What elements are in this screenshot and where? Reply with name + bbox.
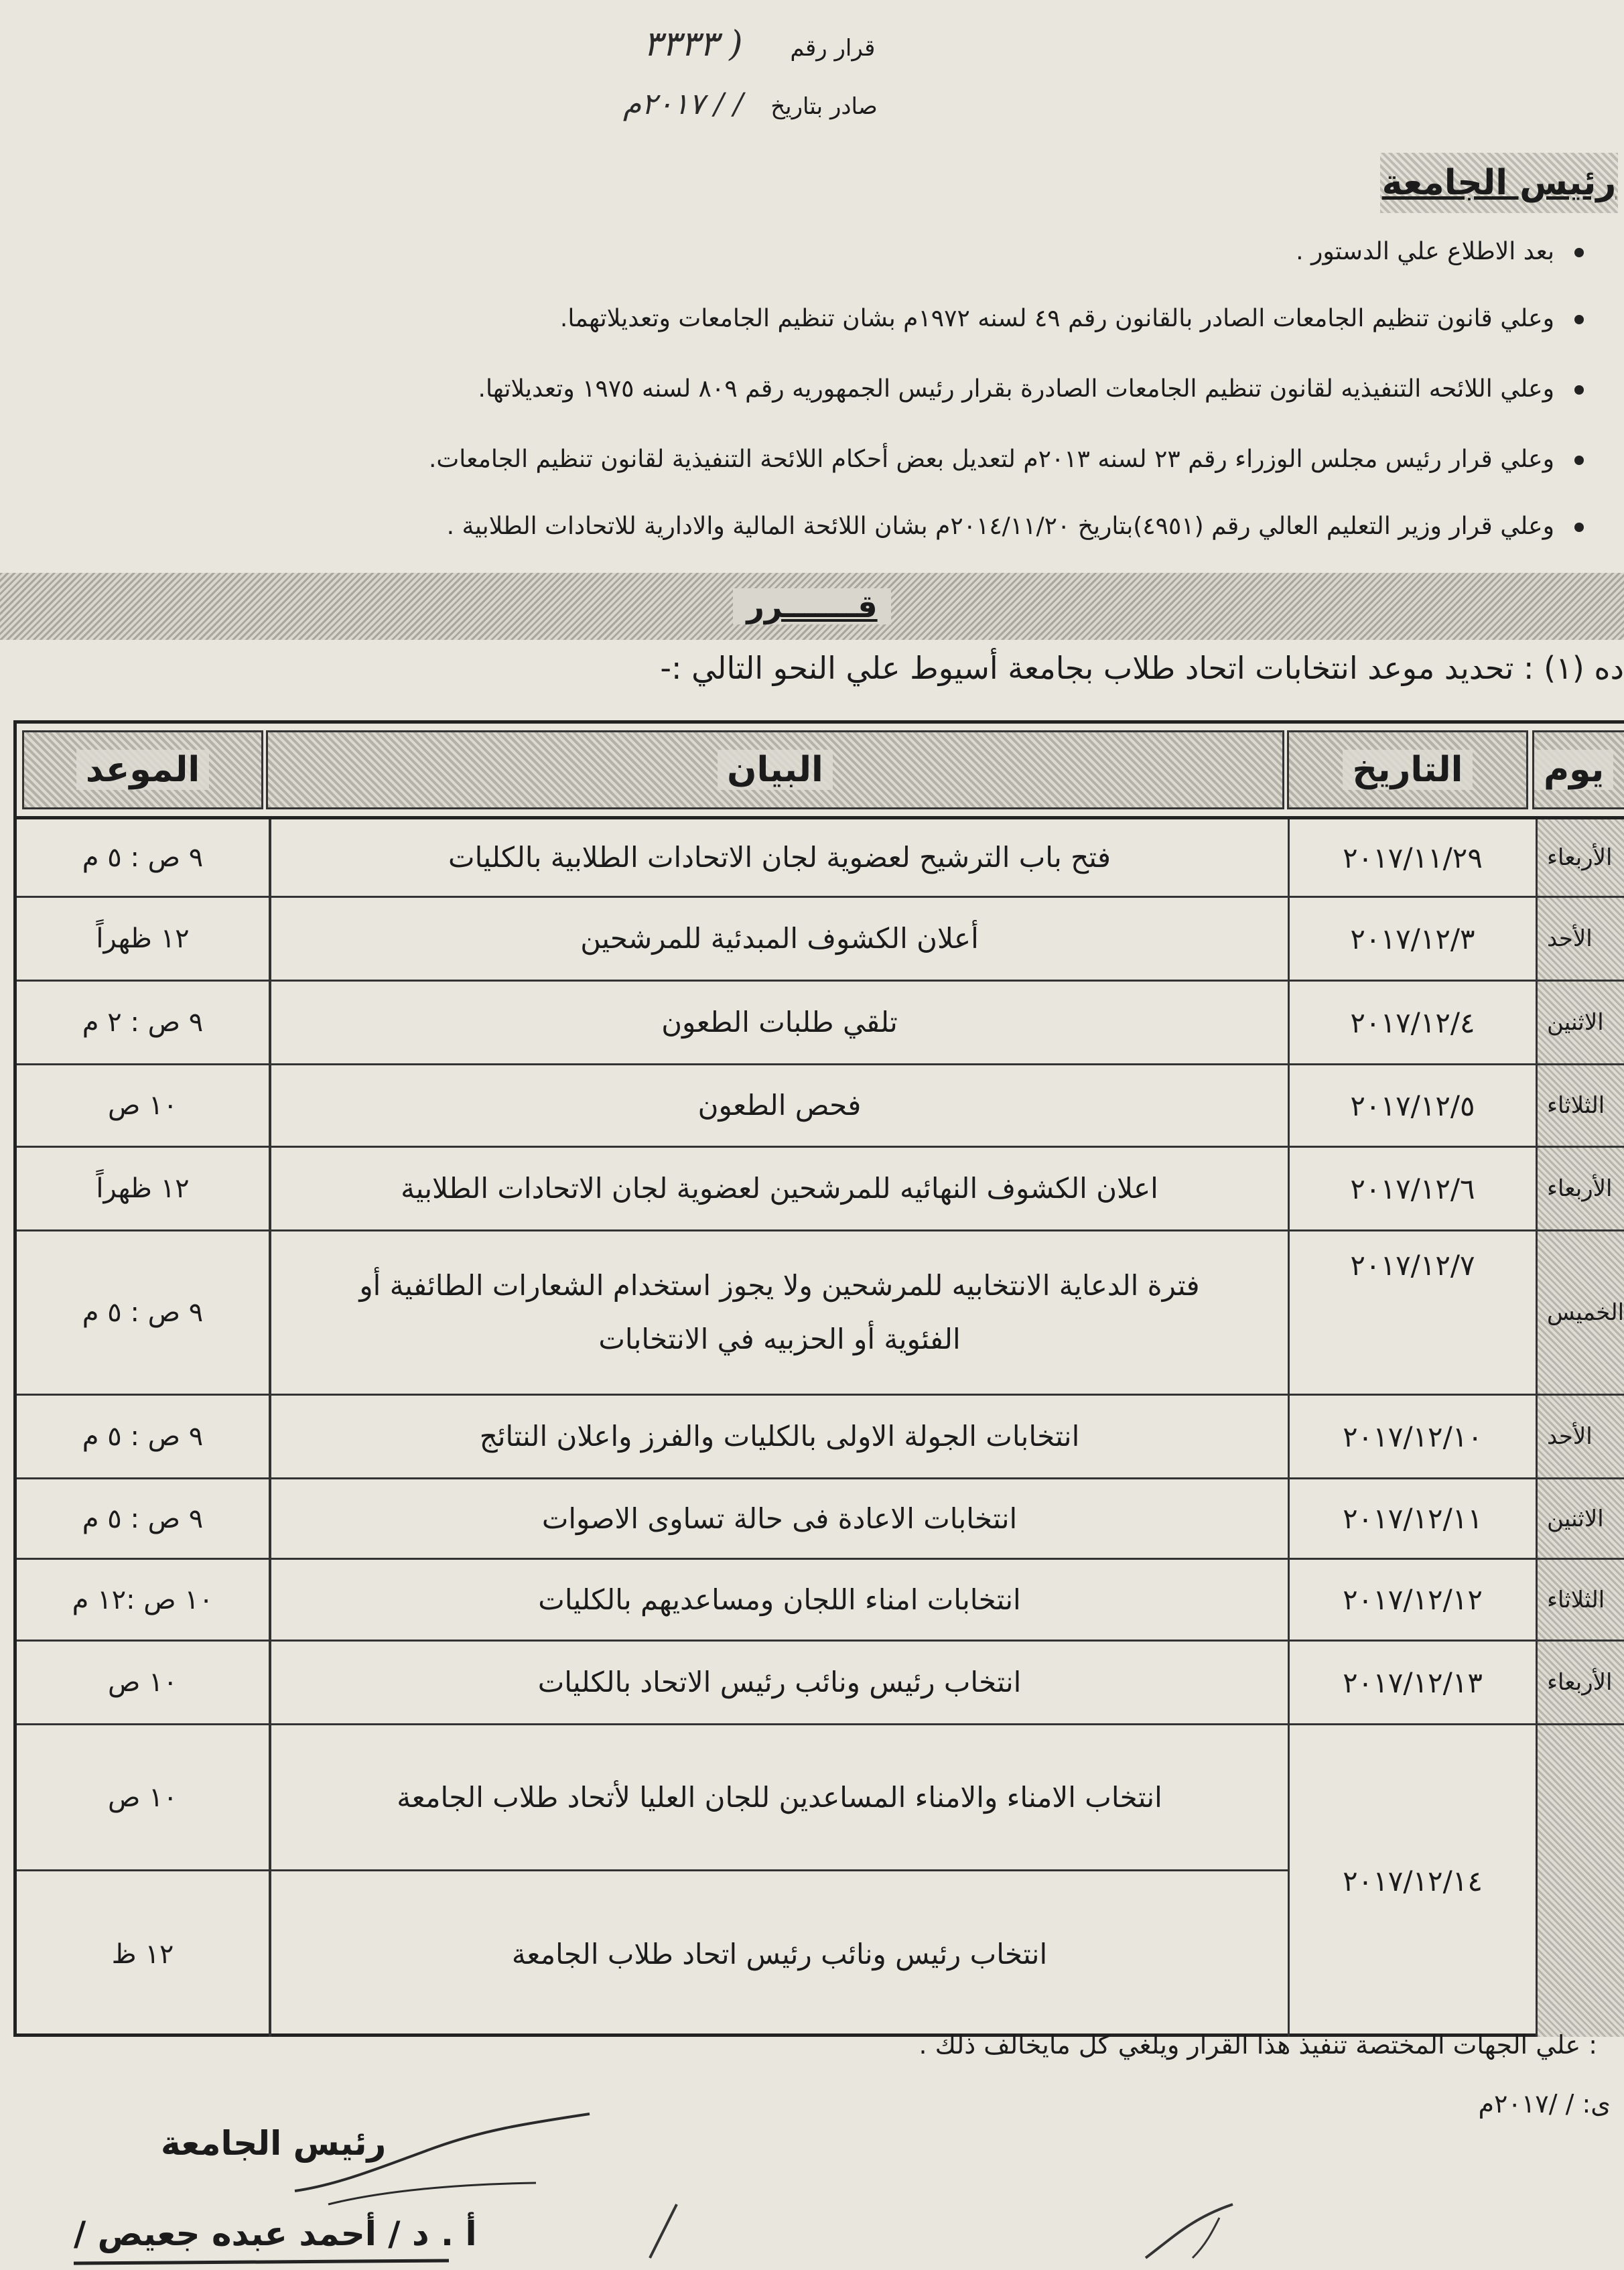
cell-day: الأربعاء [1538, 1642, 1624, 1723]
signature-name: أ . د / أحمد عبده جعيص / [74, 2214, 477, 2253]
preamble-item: بعد الاطلاع علي الدستور . [43, 238, 1584, 265]
cell-description: انتخابات امناء اللجان ومساعديهم بالكليات [271, 1560, 1290, 1640]
table-header [17, 724, 1624, 819]
preamble-item: وعلي قرار رئيس مجلس الوزراء رقم ٢٣ لسنه ٢٠١٣م لتعديل بعض أحكام اللائحة التنفيذية لقانون تنظيم الجامعات. [43, 446, 1584, 473]
cell-date: ٢٠١٧/١٢/١١ [1290, 1479, 1538, 1558]
cell-description: انتخاب رئيس ونائب رئيس اتحاد طلاب الجامعة [271, 1871, 1290, 2037]
header-description: البيان [266, 730, 1284, 809]
table-row [17, 1560, 1624, 1642]
cell-day: الاثنين [1538, 1479, 1624, 1558]
cell-day: الاثنين [1538, 982, 1624, 1063]
cell-time: ١٢ ظ [17, 1871, 271, 2037]
article-one: ده (١) : تحديد موعد انتخابات اتحاد طلاب بجامعة أسيوط علي النحو التالي :- [660, 650, 1624, 686]
cell-day: الأربعاء [1538, 1148, 1624, 1229]
cell-date: ٢٠١٧/١٢/١٣ [1290, 1642, 1538, 1723]
decision-number: ( ٣٣٣٣ [643, 24, 743, 64]
cell-description: انتخاب الامناء والامناء المساعدين للجان العليا لأتحاد طلاب الجامعة [271, 1725, 1290, 1871]
bullet-icon [1574, 456, 1584, 465]
header-time: الموعد [22, 730, 263, 809]
election-schedule-table [13, 720, 1624, 2037]
cell-description: فحص الطعون [271, 1065, 1290, 1146]
cell-description: فتح باب الترشيح لعضوية لجان الاتحادات الطلابية بالكليات [271, 819, 1290, 896]
document-title: رئيس الجامعة [1380, 153, 1618, 213]
table-row [17, 819, 1624, 898]
cell-day-merged [1538, 1725, 1624, 2037]
cell-day: الخميس [1538, 1231, 1624, 1394]
cell-date: ٢٠١٧/١١/٢٩ [1290, 819, 1538, 896]
table-row [17, 898, 1624, 982]
table-row [17, 1065, 1624, 1148]
preamble-item: وعلي قانون تنظيم الجامعات الصادر بالقانون رقم ٤٩ لسنه ١٩٧٢م بشان تنظيم الجامعات وتعديلاتهما. [43, 305, 1584, 332]
decision-number-line [643, 24, 875, 64]
issued-date: / / ٢٠١٧م [623, 87, 744, 121]
cell-date-merged: ٢٠١٧/١٢/١٤ [1290, 1725, 1538, 2037]
cell-time: ١٠ ص [17, 1725, 271, 1871]
cell-description: انتخابات الجولة الاولى بالكليات والفرز واعلان النتائج [271, 1396, 1290, 1477]
cell-date: ٢٠١٧/١٢/١٠ [1290, 1396, 1538, 1477]
cell-time: ١٢ ظهراً [17, 1148, 271, 1229]
cell-time: ٩ ص : ٢ م [17, 982, 271, 1063]
footer-date-line: ى: / /٢٠١٧م [1478, 2089, 1611, 2119]
signature-underline [74, 2257, 449, 2270]
cell-date: ٢٠١٧/١٢/٧ [1290, 1231, 1538, 1394]
preamble-item: وعلي اللائحه التنفيذيه لقانون تنظيم الجامعات الصادرة بقرار رئيس الجمهوريه رقم ٨٠٩ لسنه ١٩٧٥ وتعديلاتها. [43, 375, 1584, 403]
table-row [17, 982, 1624, 1065]
issued-date-line [623, 87, 878, 121]
handwritten-mark [643, 2191, 1246, 2265]
cell-time: ٩ ص : ٥ م [17, 1231, 271, 1394]
preamble-item: وعلي قرار وزير التعليم العالي رقم (٤٩٥١)بتاريخ ٢٠١٤/١١/٢٠م بشان اللائحة المالية والادارية للاتحادات الطلابية . [43, 513, 1584, 540]
cell-date: ٢٠١٧/١٢/١٢ [1290, 1560, 1538, 1640]
cell-day: الثلاثاء [1538, 1065, 1624, 1146]
cell-description: فترة الدعاية الانتخابيه للمرشحين ولا يجوز استخدام الشعارات الطائفية أو الفئوية أو الحزبيه في الانتخابات [271, 1231, 1290, 1394]
decided-banner: قـــــــرر [0, 573, 1624, 640]
cell-description: تلقي طلبات الطعون [271, 982, 1290, 1063]
cell-time: ٩ ص : ٥ م [17, 1479, 271, 1558]
cell-description: اعلان الكشوف النهائيه للمرشحين لعضوية لجان الاتحادات الطلابية [271, 1148, 1290, 1229]
table-row [17, 1396, 1624, 1479]
cell-day: الأربعاء [1538, 819, 1624, 896]
cell-date: ٢٠١٧/١٢/٥ [1290, 1065, 1538, 1146]
cell-time: ١٠ ص :١٢ م [17, 1560, 271, 1640]
cell-time: ٩ ص : ٥ م [17, 1396, 271, 1477]
signature-title: رئيس الجامعة [161, 2124, 387, 2163]
cell-time: ١٠ ص [17, 1642, 271, 1723]
cell-description: انتخاب رئيس ونائب رئيس الاتحاد بالكليات [271, 1642, 1290, 1723]
table-row [17, 1231, 1624, 1396]
cell-date: ٢٠١٧/١٢/٣ [1290, 898, 1538, 980]
cell-day: الأحد [1538, 1396, 1624, 1477]
bullet-icon [1574, 315, 1584, 324]
cell-time: ١٢ ظهراً [17, 898, 271, 980]
bullet-icon [1574, 523, 1584, 532]
decision-label: قرار رقم [790, 35, 876, 62]
bullet-icon [1574, 385, 1584, 395]
header-day: يوم [1532, 730, 1624, 809]
cell-description: أعلان الكشوف المبدئية للمرشحين [271, 898, 1290, 980]
cell-day: الأحد [1538, 898, 1624, 980]
table-row [17, 1479, 1624, 1560]
table-row [17, 1148, 1624, 1231]
header-date: التاريخ [1287, 730, 1528, 809]
bullet-icon [1574, 248, 1584, 257]
cell-date: ٢٠١٧/١٢/٤ [1290, 982, 1538, 1063]
signature-scribble [281, 2111, 603, 2211]
cell-date: ٢٠١٧/١٢/٦ [1290, 1148, 1538, 1229]
cell-day: الثلاثاء [1538, 1560, 1624, 1640]
cell-time: ١٠ ص [17, 1065, 271, 1146]
table-row [17, 1642, 1624, 1725]
cell-description: انتخابات الاعادة فى حالة تساوى الاصوات [271, 1479, 1290, 1558]
cell-time: ٩ ص : ٥ م [17, 819, 271, 896]
issued-label: صادر بتاريخ [770, 93, 878, 120]
directive-line: : علي الجهات المختصة تنفيذ هذا القرار ويلغي كل مايخالف ذلك . [919, 2030, 1597, 2060]
